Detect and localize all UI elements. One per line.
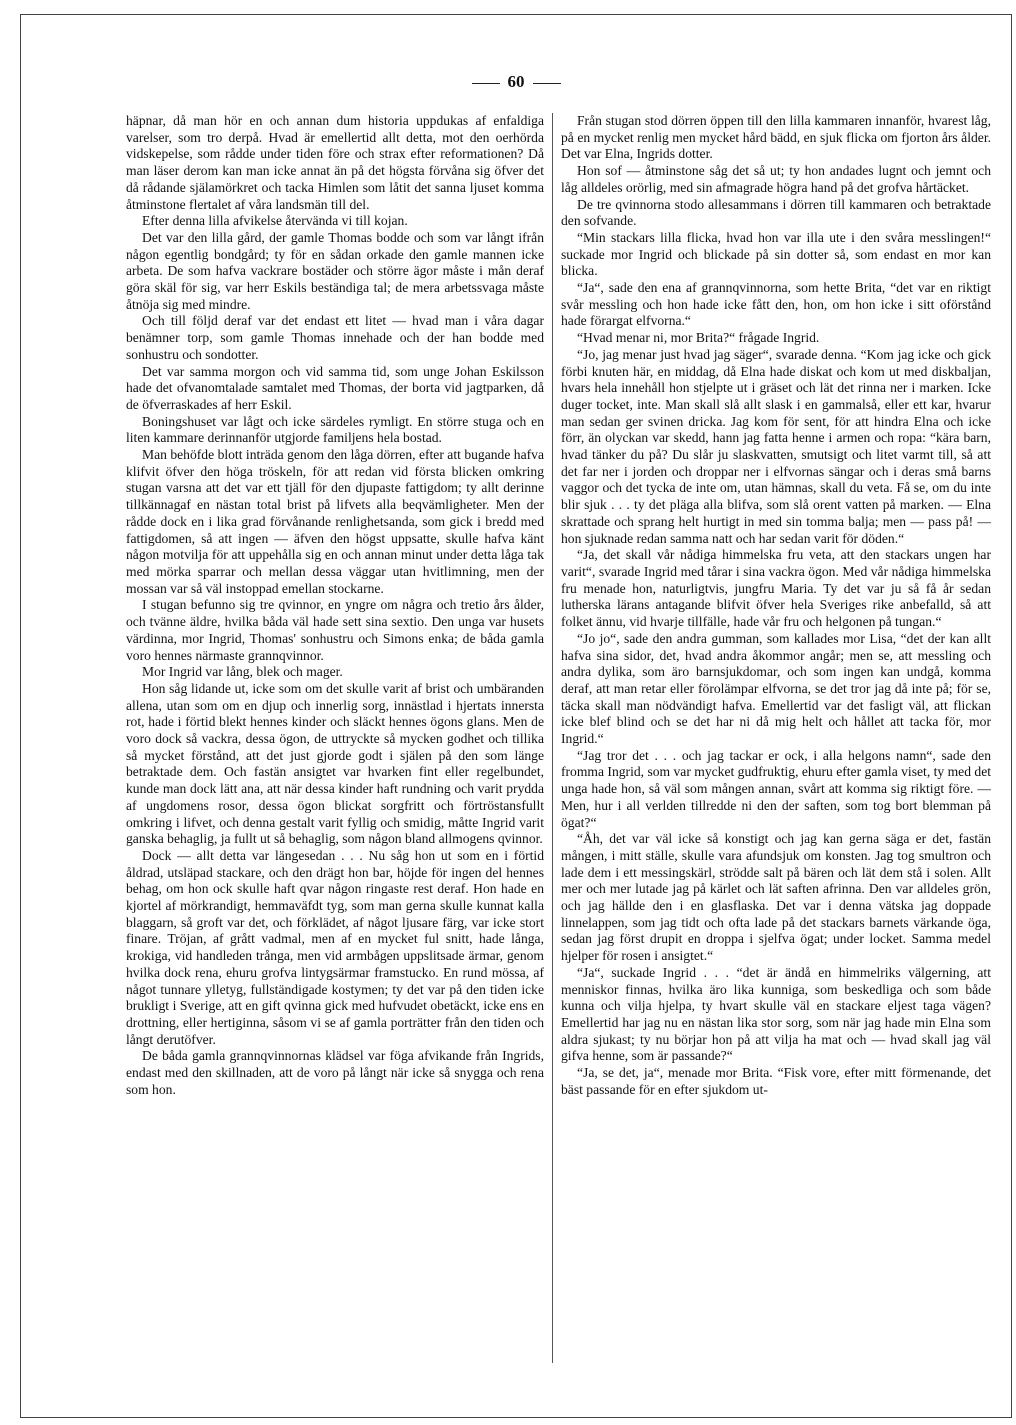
paragraph: “Hvad menar ni, mor Brita?“ frågade Ingrid. (577, 330, 820, 346)
paragraph: “Ja“, suckade Ingrid . . . “det är ändå en himmelriks välgerning, att menniskor finnas, hvilka äro lika kunniga, som beskedliga och som både kunna och vilja hjelpa, ty hvart skulle väl en stackare eljest taga vägen? Emellertid har jag nu en nästan lika stor sorg, som när jag hade min Elna som aldra sjukast; ty nu börjar hon på att vilja ha mat och — hvad skall jag väl gifva henne, som är passande?“ (561, 964, 991, 1064)
paragraph: Efter denna lilla afvikelse återvända vi till kojan. (142, 213, 408, 229)
paragraph: Hon såg lidande ut, icke som om det skulle varit af brist och umbäranden allena, utan som om en djup och innerlig sorg, innästlad i hjertats innersta rot, hade i förtid blekt hennes kinder och släckt hennes ögons glans. Men de voro dock så vackra, dessa ögon, de uttryckte så mycken godhet och tillika så mycket förstånd, att det just gjorde godt i själen på den som länge betraktade dem. Och fastän ansigtet var hvarken fint eller regelbundet, kunde man dock lätt ana, att när dessa kinder haft rundning och varit prydda af ungdomens rosor, dessa ögon blickat sorgfritt och förtröstansfullt omkring i lifvet, och denna gestalt varit fyllig och smidig, måtte Ingrid varit ganska behaglig, ja fullt ut så behaglig, som någon bland allmogens qvinnor. (126, 680, 544, 847)
page-number-text: 60 (507, 72, 525, 91)
page-number-rule-left (472, 83, 500, 84)
paragraph: Det var samma morgon och vid samma tid, som unge Johan Eskilsson hade det ofvanomtalade samtalet med Thomas, der borta vid jagtparken, då de öfverraskades af herr Eskil. (126, 363, 544, 412)
paragraph: “Ja“, sade den ena af grannqvinnorna, som hette Brita, “det var en riktigt svår messling och hon hade icke fått den, hon, om hon icke i sitt oförstånd hade förargat elfvorna.“ (561, 280, 991, 329)
right-column (561, 113, 991, 1098)
paragraph: “Ja, se det, ja“, menade mor Brita. “Fisk vore, efter mitt förmenande, det bäst passande för en efter sjukdom ut- (561, 1065, 991, 1097)
paragraph: Dock — allt detta var längesedan . . . Nu såg hon ut som en i förtid åldrad, utsläpad stackare, och den drägt hon bar, höjde för ingen del hennes behag, om hon ock skulle haft qvar någon ringaste rest deraf. Hon hade en kjortel af mörkrandigt, hemmaväfdt tyg, som man gerna skulle kunnat kalla blaggarn, så groft var det, och förklädet, af något ljusare färg, var icke stort finare. Tröjan, af grått vadmal, men af en mycket ful snitt, hade långa, krokiga, vid handleden trånga, men vid armbågen uppslitsade ärmar, genom hvilka dock rena, ehuru grofva lintygsärmar framstucko. En rund mössa, af något tunnare ylletyg, fullständigade kostymen; ty det var på den tiden icke brukligt i Sverige, att en gift qvinna gick med hufvudet obetäckt, icke ens en drottning, eller hertiginna, såsom vi se af gamla porträtter från den tiden och långt derutöfver. (126, 847, 544, 1047)
paragraph: Boningshuset var lågt och icke särdeles rymligt. En större stuga och en liten kammare derinnanför utgjorde familjens hela bostad. (126, 413, 544, 446)
paragraph: I stugan befunno sig tre qvinnor, en yngre om några och tretio års ålder, och tvänne äldre, hvilka båda väl hade sett sina sextio. Den unga var husets värdinna, mor Ingrid, Thomas' sonhustru och Simons enka; de båda gamla voro hennes närmaste grannqvinnor. (126, 597, 544, 663)
paragraph: Från stugan stod dörren öppen till den lilla kammaren innanför, hvarest låg, på en mycket renlig men mycket hård bädd, en sjuk flicka om fjorton års ålder. Det var Elna, Ingrids dotter. (561, 113, 991, 162)
paragraph: Hon sof — åtminstone såg det så ut; ty hon andades lugnt och jemnt och låg alldeles orörlig, med sin afmagrade högra hand på det grofva hårtäcket. (561, 163, 991, 195)
paragraph: Det var den lilla gård, der gamle Thomas bodde och som var långt ifrån någon egentlig bondgård; ty för en sådan orkade den gamle mannen icke arbeta. De som hafva vackrare bostäder och större ägor måste i mån deraf göra skäl för sig, var herr Eskils beständiga tal; de mera arbetssvaga måste åtnöja sig med mindre. (126, 229, 544, 312)
paragraph: “Jag tror det . . . och jag tackar er ock, i alla helgons namn“, sade den fromma Ingrid, som var mycket gudfruktig, ehuru efter gamla viset, ty med det unga hade hon, så väl som mången annan, svårt att komma sig riktigt före. — Men, hur i all verlden tillredde ni den der saften, som tog bort blemman på ögat?“ (561, 747, 991, 830)
page-number (21, 72, 1011, 92)
paragraph: Och till följd deraf var det endast ett litet — hvad man i våra dagar benämner torp, som gamle Thomas innehade och der han bodde med sonhustru och sondotter. (126, 313, 544, 362)
paragraph: “Min stackars lilla flicka, hvad hon var illa ute i den svåra messlingen!“ suckade mor Ingrid och blickade på sin dotter så, som endast en mor kan blicka. (561, 229, 991, 279)
paragraph: “Ja, det skall vår nådiga himmelska fru veta, att den stackars ungen har varit“, svarade Ingrid med tårar i sina vackra ögon. Med vår nådiga himmelska fru menade hon, naturligtvis, jungfru Maria. Ty det var ju så få år sedan lutherska lärans antagande blifvit öfver hela Sveriges rike anbefalld, så att folket ännu, vid hvarje tillfälle, hade vår fru och helgonen på tungan.“ (561, 547, 991, 630)
paragraph: Man behöfde blott inträda genom den låga dörren, efter att bugande hafva klifvit öfver den höga tröskeln, för att redan vid första blicken omkring stugan varsna att det var ett tjäll för den djupaste fattigdom; ty allt derinne tillkännagaf en nästan total brist på lifvets alla beqvämligheter. Men der rådde dock en i lika grad förvånande renlighetsanda, som gick i bredd med fattigdomen, så att ingen — äfven den högst uppsatte, skulle hafva känt någon motvilja för att uppehålla sig en och annan minut under detta låga tak med mörka sparrar och mellan dessa väggar utan hvitlimning, men der mossan var så väl instoppad emellan stockarne. (126, 447, 544, 596)
paragraph: häpnar, då man hör en och annan dum historia uppdukas af enfaldiga varelser, som tro derpå. Hvad är emellertid allt detta, mot den oerhörda vidskepelse, som rådde under tiden före och strax efter reformationen? Då man läser derom kan man icke annat än på det högsta förvåna sig öfver det då rådande själamörkret och tacka Himlen som låtit det sanna ljuset komma åtminstone flertalet af våra landsmän till del. (126, 113, 544, 212)
paragraph: “Jo jo“, sade den andra gumman, som kallades mor Lisa, “det der kan allt hafva sina sidor, det, hvad andra åkommor angår; men se, att messling och andra dylika, som äro barnsjukdomar, och som ingen kan undgå, komma deraf, att man retar eller förolämpar elfvorna, se det tror jag då inte på; för se, täcka skall man nödvändigt hafva. Emellertid var det fasligt väl, att flickan icke blef blind och se det har ni då mig helt och hållet att tacka för, mor Ingrid.“ (561, 630, 991, 747)
paragraph: “Jo, jag menar just hvad jag säger“, svarade denna. “Kom jag icke och gick förbi knuten här, en middag, då Elna hade diskat och kom ut med diskbaljan, hvars hela innehåll hon stjelpte ut i gräset och lät det rinna ner i marken. Icke duger tocket, inte. Man skall slå allt slask i en gammalså, eller ett kar, hvarur man sedan ger svinen dricka. Jag kom för sent, för att hindra Elna och icke förr, än olyckan var skedd, hann jag fatta henne i armen och ropa: “kära barn, hvad tänker du på? Du slår ju slaskvatten, smutsigt och litet varmt till, så att det far ner i jorden och droppar ner i elfvornas sängar och i deras små barns vaggor och det tycka de inte om, utan hämnas, skall du veta. Få se, om du inte blir sjuk . . . ty det pläga alla blifva, som slå orent vatten på marken. — Elna skrattade och sprang helt hurtigt in med sin tomma balja; men — pass på! — hon sjuknade redan samma natt och har sedan varit för döden.“ (561, 346, 991, 546)
paragraph: Mor Ingrid var lång, blek och mager. (142, 664, 343, 680)
left-column (126, 113, 544, 1098)
paragraph: De tre qvinnorna stodo allesammans i dörren till kammaren och betraktade den sofvande. (561, 196, 991, 229)
column-divider (552, 113, 553, 1363)
page-number-rule-right (533, 83, 561, 84)
newspaper-page (20, 14, 1012, 1418)
paragraph: “Åh, det var väl icke så konstigt och jag kan gerna säga er det, fastän mången, i mitt ställe, skulle vara afundsjuk om konsten. Jag tog smultron och lade dem i ett messingskärl, strödde salt på bären och lät dem stå i solen. Allt mer och mer lutade jag på kärlet och lät saften afrinna. Den var alldeles grön, och jag hällde den i en glasflaska. Det var i denna vätska jag doppade linnelappen, som jag tidt och ofta lade på det stackars barnets värkande öga, sedan jag först drupit en droppa i sjelfva ögat; under locket. Samma medel hjelper för rosen i ansigtet.“ (561, 831, 991, 964)
paragraph: De båda gamla grannqvinnornas klädsel var föga afvikande från Ingrids, endast med den skillnaden, att de voro på långt när icke så snygga och rena som hon. (126, 1048, 544, 1097)
